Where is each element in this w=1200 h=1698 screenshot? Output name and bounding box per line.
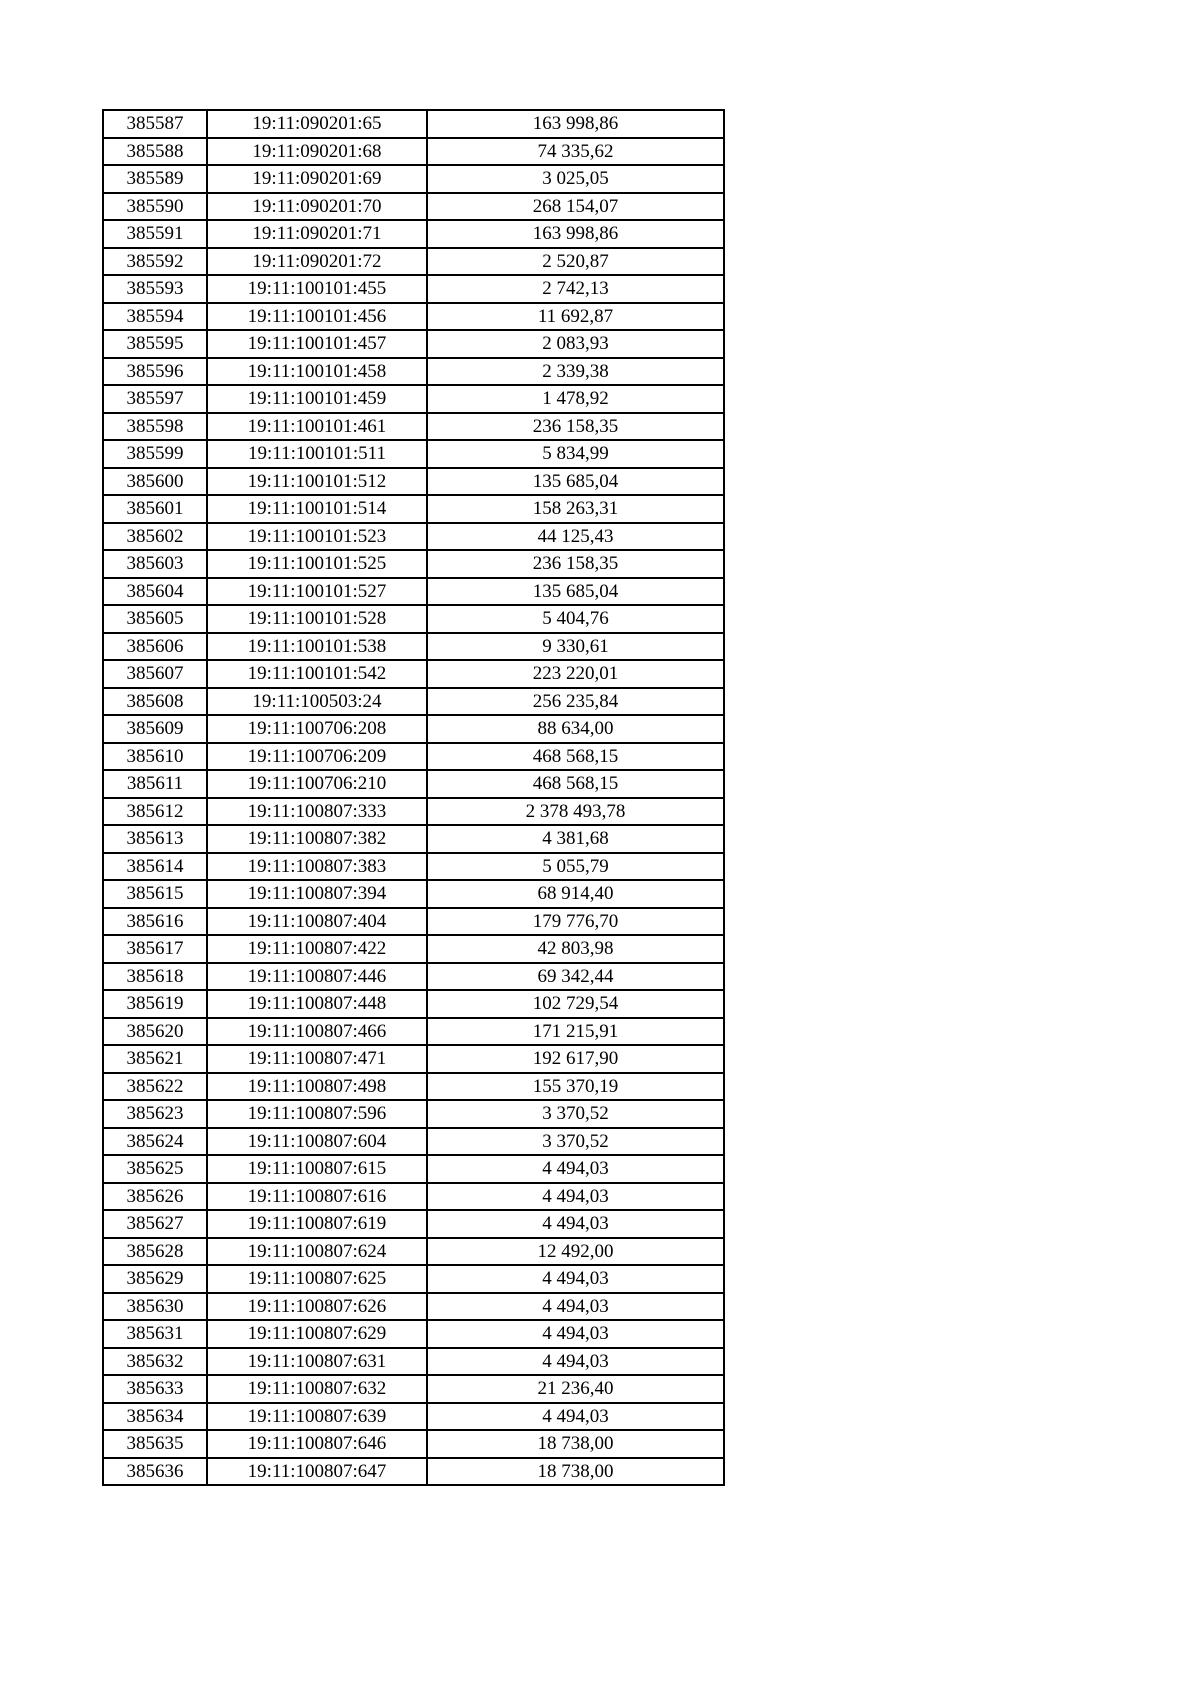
value-cell: 44 125,43 xyxy=(427,523,724,551)
row-number-cell: 385592 xyxy=(103,248,207,276)
cadastral-number-cell: 19:11:100807:624 xyxy=(207,1238,427,1266)
row-number-cell: 385619 xyxy=(103,990,207,1018)
value-cell: 4 494,03 xyxy=(427,1210,724,1238)
table-row xyxy=(103,1458,724,1486)
table-row xyxy=(103,495,724,523)
value-cell: 4 494,03 xyxy=(427,1348,724,1376)
table-row xyxy=(103,1320,724,1348)
row-number-cell: 385590 xyxy=(103,193,207,221)
cadastral-value-table xyxy=(102,109,725,1486)
value-cell: 163 998,86 xyxy=(427,220,724,248)
value-cell: 5 834,99 xyxy=(427,440,724,468)
row-number-cell: 385603 xyxy=(103,550,207,578)
row-number-cell: 385615 xyxy=(103,880,207,908)
table-row xyxy=(103,1293,724,1321)
cadastral-number-cell: 19:11:100807:448 xyxy=(207,990,427,1018)
value-cell: 5 055,79 xyxy=(427,853,724,881)
value-cell: 236 158,35 xyxy=(427,413,724,441)
table-row xyxy=(103,248,724,276)
row-number-cell: 385624 xyxy=(103,1128,207,1156)
value-cell: 4 494,03 xyxy=(427,1293,724,1321)
value-cell: 9 330,61 xyxy=(427,633,724,661)
value-cell: 3 370,52 xyxy=(427,1100,724,1128)
cadastral-number-cell: 19:11:100807:498 xyxy=(207,1073,427,1101)
value-cell: 102 729,54 xyxy=(427,990,724,1018)
row-number-cell: 385634 xyxy=(103,1403,207,1431)
row-number-cell: 385600 xyxy=(103,468,207,496)
table-body xyxy=(103,110,724,1485)
row-number-cell: 385617 xyxy=(103,935,207,963)
table-row xyxy=(103,1375,724,1403)
cadastral-number-cell: 19:11:100101:458 xyxy=(207,358,427,386)
row-number-cell: 385598 xyxy=(103,413,207,441)
value-cell: 11 692,87 xyxy=(427,303,724,331)
row-number-cell: 385625 xyxy=(103,1155,207,1183)
table-row xyxy=(103,193,724,221)
table-row xyxy=(103,660,724,688)
value-cell: 163 998,86 xyxy=(427,110,724,138)
row-number-cell: 385611 xyxy=(103,770,207,798)
cadastral-number-cell: 19:11:100101:542 xyxy=(207,660,427,688)
cadastral-number-cell: 19:11:100101:512 xyxy=(207,468,427,496)
table-row xyxy=(103,743,724,771)
row-number-cell: 385588 xyxy=(103,138,207,166)
row-number-cell: 385596 xyxy=(103,358,207,386)
value-cell: 4 381,68 xyxy=(427,825,724,853)
value-cell: 12 492,00 xyxy=(427,1238,724,1266)
value-cell: 4 494,03 xyxy=(427,1155,724,1183)
value-cell: 18 738,00 xyxy=(427,1430,724,1458)
table-row xyxy=(103,963,724,991)
table-row xyxy=(103,715,724,743)
row-number-cell: 385607 xyxy=(103,660,207,688)
value-cell: 268 154,07 xyxy=(427,193,724,221)
cadastral-number-cell: 19:11:100101:538 xyxy=(207,633,427,661)
row-number-cell: 385635 xyxy=(103,1430,207,1458)
cadastral-number-cell: 19:11:100807:626 xyxy=(207,1293,427,1321)
row-number-cell: 385591 xyxy=(103,220,207,248)
row-number-cell: 385587 xyxy=(103,110,207,138)
value-cell: 192 617,90 xyxy=(427,1045,724,1073)
table-row xyxy=(103,1348,724,1376)
row-number-cell: 385614 xyxy=(103,853,207,881)
value-cell: 5 404,76 xyxy=(427,605,724,633)
table-row xyxy=(103,110,724,138)
row-number-cell: 385632 xyxy=(103,1348,207,1376)
value-cell: 155 370,19 xyxy=(427,1073,724,1101)
row-number-cell: 385627 xyxy=(103,1210,207,1238)
row-number-cell: 385601 xyxy=(103,495,207,523)
value-cell: 21 236,40 xyxy=(427,1375,724,1403)
table-row xyxy=(103,220,724,248)
value-cell: 135 685,04 xyxy=(427,578,724,606)
row-number-cell: 385626 xyxy=(103,1183,207,1211)
row-number-cell: 385609 xyxy=(103,715,207,743)
row-number-cell: 385602 xyxy=(103,523,207,551)
value-cell: 2 742,13 xyxy=(427,275,724,303)
cadastral-number-cell: 19:11:100807:631 xyxy=(207,1348,427,1376)
cadastral-number-cell: 19:11:100807:639 xyxy=(207,1403,427,1431)
row-number-cell: 385623 xyxy=(103,1100,207,1128)
row-number-cell: 385595 xyxy=(103,330,207,358)
cadastral-number-cell: 19:11:100101:514 xyxy=(207,495,427,523)
row-number-cell: 385613 xyxy=(103,825,207,853)
value-cell: 171 215,91 xyxy=(427,1018,724,1046)
value-cell: 2 520,87 xyxy=(427,248,724,276)
cadastral-number-cell: 19:11:100807:629 xyxy=(207,1320,427,1348)
cadastral-number-cell: 19:11:100706:208 xyxy=(207,715,427,743)
value-cell: 18 738,00 xyxy=(427,1458,724,1486)
cadastral-number-cell: 19:11:100807:422 xyxy=(207,935,427,963)
cadastral-number-cell: 19:11:100101:461 xyxy=(207,413,427,441)
cadastral-number-cell: 19:11:100807:333 xyxy=(207,798,427,826)
cadastral-number-cell: 19:11:090201:69 xyxy=(207,165,427,193)
table-row xyxy=(103,1018,724,1046)
value-cell: 223 220,01 xyxy=(427,660,724,688)
cadastral-number-cell: 19:11:100807:383 xyxy=(207,853,427,881)
value-cell: 179 776,70 xyxy=(427,908,724,936)
cadastral-number-cell: 19:11:100807:394 xyxy=(207,880,427,908)
table-row xyxy=(103,523,724,551)
table-row xyxy=(103,880,724,908)
row-number-cell: 385628 xyxy=(103,1238,207,1266)
cadastral-number-cell: 19:11:090201:70 xyxy=(207,193,427,221)
table-row xyxy=(103,550,724,578)
cadastral-number-cell: 19:11:100101:511 xyxy=(207,440,427,468)
cadastral-number-cell: 19:11:090201:65 xyxy=(207,110,427,138)
cadastral-number-cell: 19:11:100807:446 xyxy=(207,963,427,991)
row-number-cell: 385606 xyxy=(103,633,207,661)
value-cell: 42 803,98 xyxy=(427,935,724,963)
value-cell: 236 158,35 xyxy=(427,550,724,578)
cadastral-number-cell: 19:11:100807:646 xyxy=(207,1430,427,1458)
table-row xyxy=(103,1265,724,1293)
table-row xyxy=(103,1128,724,1156)
cadastral-number-cell: 19:11:100807:466 xyxy=(207,1018,427,1046)
value-cell: 4 494,03 xyxy=(427,1403,724,1431)
table-row xyxy=(103,1045,724,1073)
row-number-cell: 385593 xyxy=(103,275,207,303)
table-row xyxy=(103,1155,724,1183)
cadastral-number-cell: 19:11:090201:71 xyxy=(207,220,427,248)
cadastral-number-cell: 19:11:100503:24 xyxy=(207,688,427,716)
cadastral-number-cell: 19:11:100101:457 xyxy=(207,330,427,358)
cadastral-number-cell: 19:11:100807:625 xyxy=(207,1265,427,1293)
cadastral-number-cell: 19:11:100807:615 xyxy=(207,1155,427,1183)
table-row xyxy=(103,798,724,826)
row-number-cell: 385631 xyxy=(103,1320,207,1348)
cadastral-number-cell: 19:11:100101:525 xyxy=(207,550,427,578)
row-number-cell: 385629 xyxy=(103,1265,207,1293)
cadastral-number-cell: 19:11:100101:456 xyxy=(207,303,427,331)
value-cell: 256 235,84 xyxy=(427,688,724,716)
table-row xyxy=(103,1183,724,1211)
value-cell: 135 685,04 xyxy=(427,468,724,496)
row-number-cell: 385633 xyxy=(103,1375,207,1403)
cadastral-number-cell: 19:11:100807:382 xyxy=(207,825,427,853)
cadastral-number-cell: 19:11:090201:68 xyxy=(207,138,427,166)
value-cell: 3 025,05 xyxy=(427,165,724,193)
value-cell: 2 378 493,78 xyxy=(427,798,724,826)
table-row xyxy=(103,853,724,881)
table-row xyxy=(103,468,724,496)
cadastral-number-cell: 19:11:100706:210 xyxy=(207,770,427,798)
table-row xyxy=(103,1430,724,1458)
row-number-cell: 385622 xyxy=(103,1073,207,1101)
row-number-cell: 385599 xyxy=(103,440,207,468)
value-cell: 4 494,03 xyxy=(427,1320,724,1348)
table-row xyxy=(103,770,724,798)
cadastral-number-cell: 19:11:100807:616 xyxy=(207,1183,427,1211)
row-number-cell: 385618 xyxy=(103,963,207,991)
value-cell: 158 263,31 xyxy=(427,495,724,523)
cadastral-number-cell: 19:11:100706:209 xyxy=(207,743,427,771)
row-number-cell: 385610 xyxy=(103,743,207,771)
row-number-cell: 385605 xyxy=(103,605,207,633)
row-number-cell: 385589 xyxy=(103,165,207,193)
row-number-cell: 385594 xyxy=(103,303,207,331)
table-row xyxy=(103,688,724,716)
table-row xyxy=(103,385,724,413)
row-number-cell: 385616 xyxy=(103,908,207,936)
cadastral-number-cell: 19:11:100101:527 xyxy=(207,578,427,606)
value-cell: 1 478,92 xyxy=(427,385,724,413)
table-row xyxy=(103,990,724,1018)
table-row xyxy=(103,330,724,358)
table-row xyxy=(103,413,724,441)
row-number-cell: 385630 xyxy=(103,1293,207,1321)
value-cell: 4 494,03 xyxy=(427,1183,724,1211)
value-cell: 468 568,15 xyxy=(427,770,724,798)
table-row xyxy=(103,578,724,606)
cadastral-number-cell: 19:11:100807:647 xyxy=(207,1458,427,1486)
table-row xyxy=(103,1073,724,1101)
row-number-cell: 385612 xyxy=(103,798,207,826)
row-number-cell: 385620 xyxy=(103,1018,207,1046)
cadastral-number-cell: 19:11:100101:523 xyxy=(207,523,427,551)
row-number-cell: 385636 xyxy=(103,1458,207,1486)
value-cell: 3 370,52 xyxy=(427,1128,724,1156)
cadastral-number-cell: 19:11:100101:459 xyxy=(207,385,427,413)
table-row xyxy=(103,440,724,468)
table-row xyxy=(103,1238,724,1266)
value-cell: 4 494,03 xyxy=(427,1265,724,1293)
cadastral-number-cell: 19:11:100807:596 xyxy=(207,1100,427,1128)
row-number-cell: 385597 xyxy=(103,385,207,413)
table-row xyxy=(103,935,724,963)
table-row xyxy=(103,1403,724,1431)
table-row xyxy=(103,633,724,661)
cadastral-number-cell: 19:11:100807:471 xyxy=(207,1045,427,1073)
value-cell: 69 342,44 xyxy=(427,963,724,991)
table-row xyxy=(103,825,724,853)
table-row xyxy=(103,303,724,331)
row-number-cell: 385621 xyxy=(103,1045,207,1073)
cadastral-number-cell: 19:11:100807:404 xyxy=(207,908,427,936)
cadastral-number-cell: 19:11:100101:455 xyxy=(207,275,427,303)
value-cell: 2 083,93 xyxy=(427,330,724,358)
table-row xyxy=(103,358,724,386)
table-row xyxy=(103,1100,724,1128)
cadastral-number-cell: 19:11:100101:528 xyxy=(207,605,427,633)
row-number-cell: 385604 xyxy=(103,578,207,606)
value-cell: 68 914,40 xyxy=(427,880,724,908)
table-row xyxy=(103,165,724,193)
table-row xyxy=(103,605,724,633)
cadastral-number-cell: 19:11:090201:72 xyxy=(207,248,427,276)
cadastral-number-cell: 19:11:100807:619 xyxy=(207,1210,427,1238)
value-cell: 2 339,38 xyxy=(427,358,724,386)
value-cell: 468 568,15 xyxy=(427,743,724,771)
table-row xyxy=(103,138,724,166)
value-cell: 88 634,00 xyxy=(427,715,724,743)
table-row xyxy=(103,1210,724,1238)
cadastral-number-cell: 19:11:100807:632 xyxy=(207,1375,427,1403)
table-row xyxy=(103,908,724,936)
cadastral-number-cell: 19:11:100807:604 xyxy=(207,1128,427,1156)
row-number-cell: 385608 xyxy=(103,688,207,716)
table-row xyxy=(103,275,724,303)
value-cell: 74 335,62 xyxy=(427,138,724,166)
